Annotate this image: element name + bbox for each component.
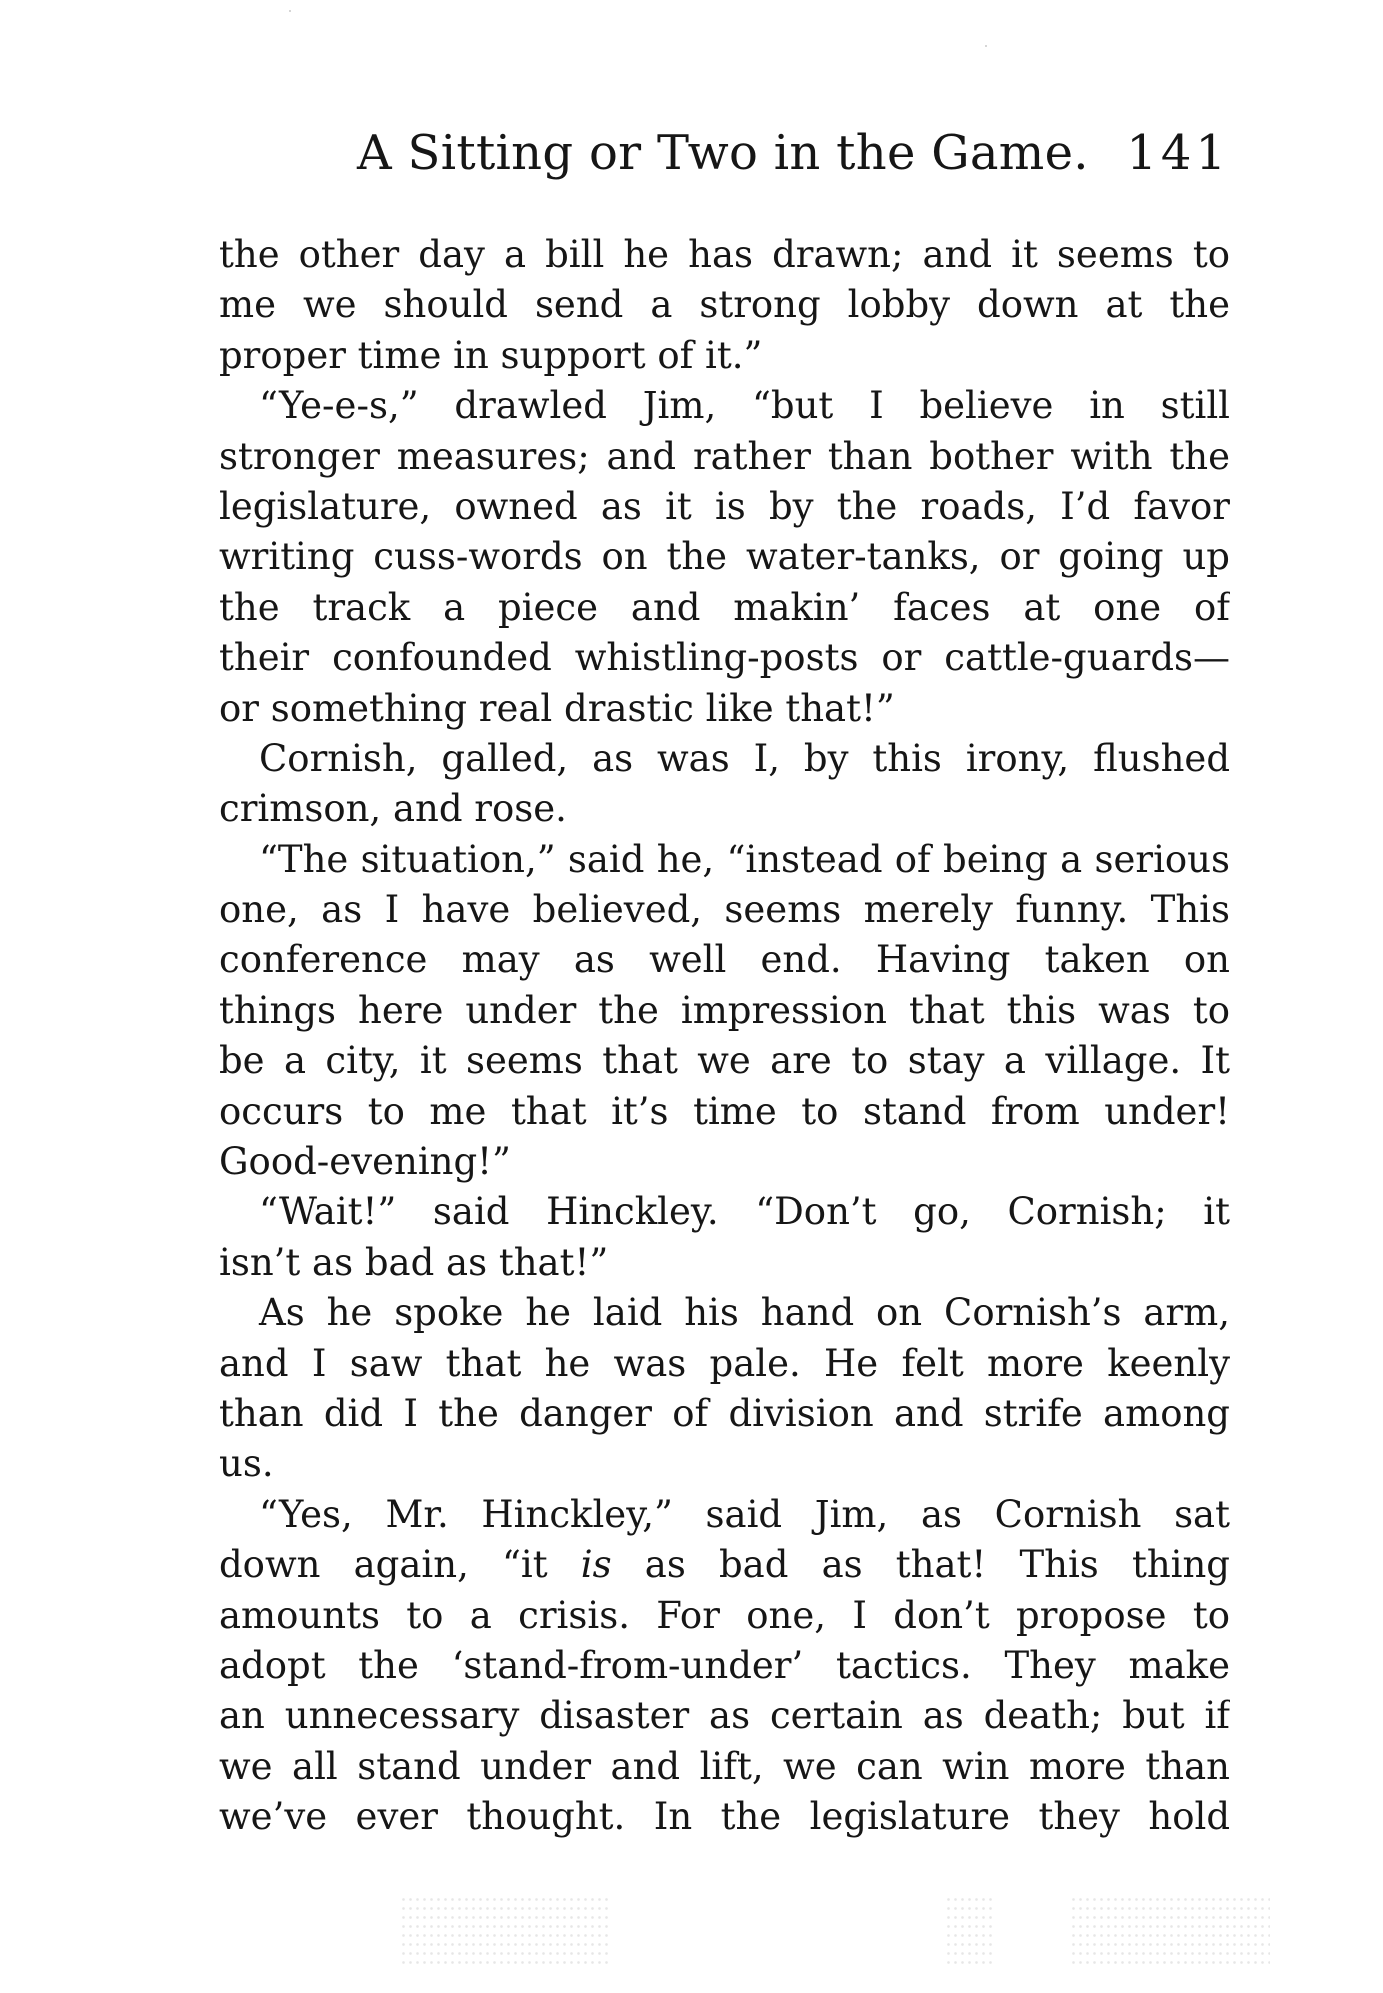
text-line: we all stand under and lift, we can win more than <box>219 1744 1230 1788</box>
text-line: the track a piece and makin’ faces at one of <box>219 585 1230 629</box>
text-line: “Ye-e-s,” drawled Jim, “but I believe in still <box>259 384 1230 428</box>
paper-speck <box>985 45 987 47</box>
text-line: occurs to me that it’s time to stand from under! <box>219 1089 1230 1133</box>
text-line: me we should send a strong lobby down at the <box>219 283 1230 327</box>
text-line: Good-evening!” <box>219 1140 511 1184</box>
running-title: A Sitting or Two in the Game. <box>357 125 1089 181</box>
paper-noise <box>400 1895 610 1965</box>
body-text <box>219 230 1230 1843</box>
text-line: and I saw that he was pale. He felt more keenly <box>219 1341 1230 1385</box>
text-line: proper time in support of it.” <box>219 333 763 377</box>
text-segment: down again, “it <box>219 1543 581 1587</box>
text-line: stronger measures; and rather than bother with the <box>219 434 1230 478</box>
text-line-with-italic <box>219 1540 1230 1590</box>
text-line: Cornish, galled, as was I, by this irony, flushed <box>259 736 1230 780</box>
paper-speck <box>289 10 291 12</box>
text-line: “Yes, Mr. Hinckley,” said Jim, as Cornish sat <box>259 1492 1230 1536</box>
text-line: their confounded whistling-posts or cattle-guards— <box>219 636 1230 680</box>
text-line: As he spoke he laid his hand on Cornish’s arm, <box>259 1291 1230 1335</box>
text-line: an unnecessary disaster as certain as death; but if <box>219 1694 1230 1738</box>
page-number: 141 <box>1126 125 1230 181</box>
text-segment: as bad as that! This thing <box>611 1543 1230 1587</box>
text-line: “The situation,” said he, “instead of being a serious <box>259 837 1230 881</box>
paper-noise <box>945 1895 995 1965</box>
text-line: “Wait!” said Hinckley. “Don’t go, Cornish; it <box>259 1190 1230 1234</box>
text-line: be a city, it seems that we are to stay a village. It <box>219 1039 1230 1083</box>
text-line: conference may as well end. Having taken on <box>219 938 1230 982</box>
text-line: isn’t as bad as that!” <box>219 1240 609 1284</box>
text-line: legislature, owned as it is by the roads, I’d favor <box>219 484 1230 528</box>
text-line: than did I the danger of division and strife among <box>219 1391 1230 1435</box>
text-line: amounts to a crisis. For one, I don’t propose to <box>219 1593 1230 1637</box>
italic-emphasis: is <box>580 1543 612 1587</box>
text-line: us. <box>219 1442 274 1486</box>
text-line: one, as I have believed, seems merely funny. This <box>219 888 1230 932</box>
text-line: or something real drastic like that!” <box>219 686 895 730</box>
text-line: things here under the impression that this was to <box>219 988 1230 1032</box>
paper-noise <box>1070 1895 1270 1965</box>
text-line: we’ve ever thought. In the legislature they hold <box>219 1795 1230 1839</box>
text-line: crimson, and rose. <box>219 787 567 831</box>
text-line: adopt the ‘stand-from-under’ tactics. They make <box>219 1643 1230 1687</box>
page-header <box>357 118 1230 188</box>
text-line: writing cuss-words on the water-tanks, or going up <box>219 535 1230 579</box>
text-line: the other day a bill he has drawn; and it seems to <box>219 233 1230 276</box>
